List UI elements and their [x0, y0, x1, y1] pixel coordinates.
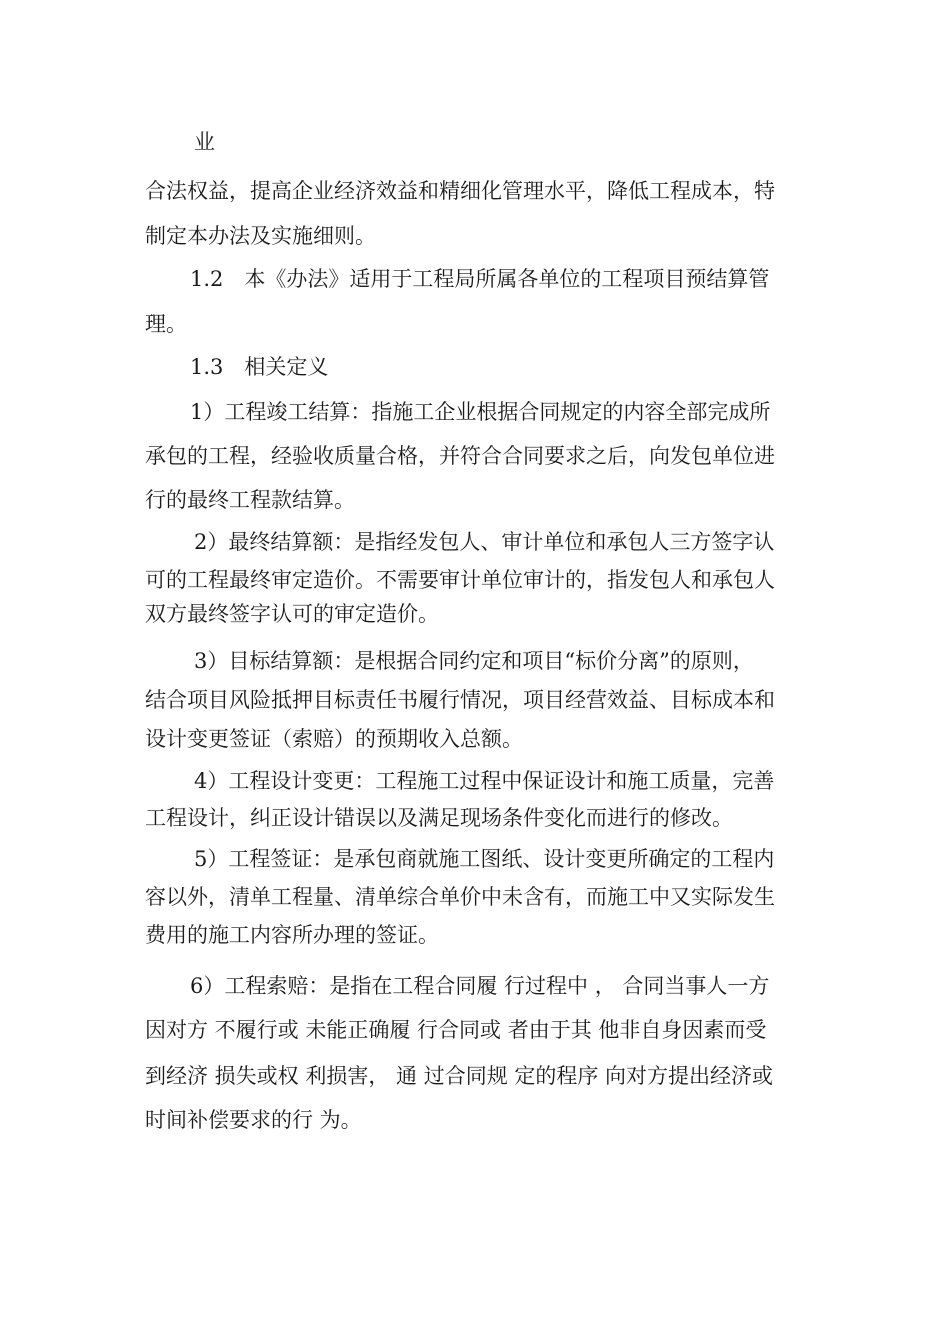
- text-line: 理。: [145, 312, 187, 336]
- text-line: 3）目标结算额：是根据合同约定和项目“标价分离”的原则，: [194, 649, 754, 673]
- text-line: 到经济 损失或权 利损害， 通 过合同规 定的程序 向对方提出经济或: [145, 1064, 774, 1088]
- text-line: 6）工程索赔：是指在工程合同履 行过程中 ， 合同当事人一方: [190, 974, 770, 998]
- text-line: 容以外，清单工程量、清单综合单价中未含有，而施工中又实际发生: [145, 885, 775, 909]
- text-line: 1.3 相关定义: [190, 355, 329, 379]
- text-line: 4）工程设计变更：工程施工过程中保证设计和施工质量，完善: [194, 769, 775, 793]
- text-line: 双方最终签字认可的审定造价。: [145, 602, 439, 626]
- text-line: 1.2 本《办法》适用于工程局所属各单位的工程项目预结算管: [190, 267, 770, 291]
- text-line: 承包的工程，经验收质量合格，并符合合同要求之后，向发包单位进: [145, 444, 775, 468]
- text-line: 因对方 不履行或 未能正确履 行合同或 者由于其 他非自身因素而受: [145, 1018, 767, 1042]
- text-line: 费用的施工内容所办理的签证。: [145, 923, 439, 947]
- text-line: 结合项目风险抵押目标责任书履行情况，项目经营效益、目标成本和: [145, 688, 775, 712]
- text-line: 业: [194, 130, 215, 154]
- text-line: 合法权益，提高企业经济效益和精细化管理水平，降低工程成本，特: [145, 179, 775, 203]
- text-line: 设计变更签证（索赔）的预期收入总额。: [145, 727, 523, 751]
- text-line: 时间补偿要求的行 为。: [145, 1108, 362, 1132]
- text-line: 行的最终工程款结算。: [145, 488, 355, 512]
- text-line: 可的工程最终审定造价。不需要审计单位审计的，指发包人和承包人: [145, 568, 775, 592]
- text-line: 制定本办法及实施细则。: [145, 224, 376, 248]
- text-line: 1）工程竣工结算：指施工企业根据合同规定的内容全部完成所: [190, 400, 771, 424]
- text-line: 2）最终结算额：是指经发包人、审计单位和承包人三方签字认: [194, 530, 775, 554]
- text-line: 工程设计，纠正设计错误以及满足现场条件变化而进行的修改。: [145, 806, 733, 830]
- text-line: 5）工程签证：是承包商就施工图纸、设计变更所确定的工程内: [194, 847, 775, 871]
